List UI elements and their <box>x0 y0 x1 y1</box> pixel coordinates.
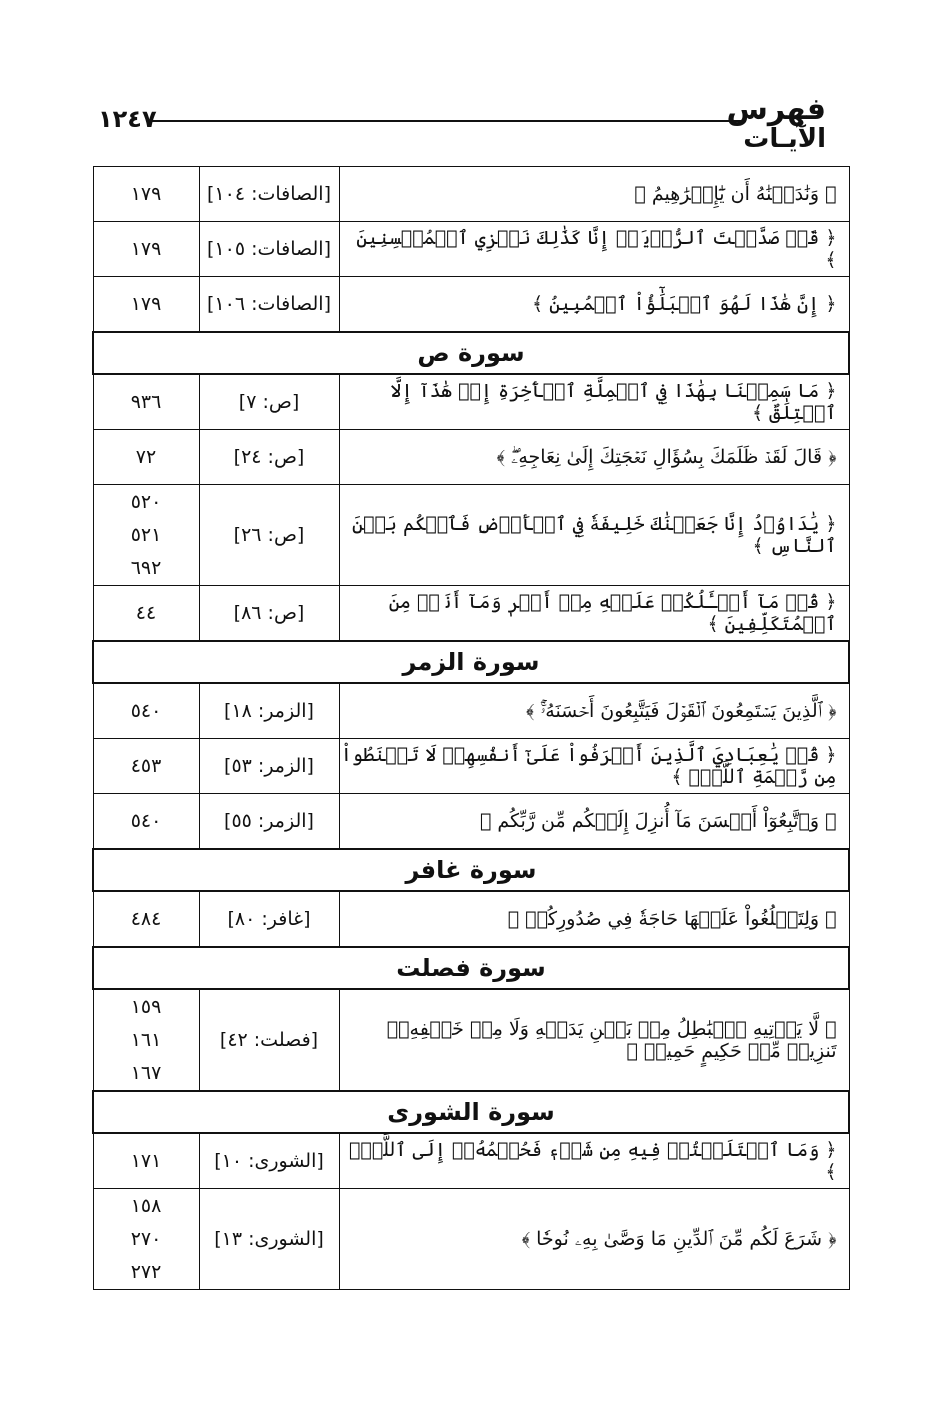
table-row <box>93 1189 849 1290</box>
ayah-reference: [الشورى: ١٣] <box>199 1189 339 1290</box>
table-row <box>93 430 849 485</box>
surah-title: سورة غافر <box>93 849 849 891</box>
page-references <box>93 891 199 947</box>
surah-header-row <box>93 849 849 891</box>
ayah-text: ﴿ لَّا يَأۡتِيهِ ٱلۡبَٰطِلُ مِنۢ بَيۡنِ يَدَيۡهِ وَلَا مِنۡ خَلۡفِهِۦۖ تَنزِيلٞ مِّنۡ حَكِيمٍ حَمِيدٖ ﴾ <box>339 989 849 1091</box>
ayat-index-table <box>92 166 850 1290</box>
page-references <box>93 485 199 586</box>
ayah-text: ﴿ وَنَٰدَيۡنَٰهُ أَن يَٰٓإِبۡرَٰهِيمُ ﴾ <box>339 167 849 222</box>
page-references <box>93 222 199 277</box>
ayah-reference: [الزمر: ٥٥] <box>199 794 339 850</box>
page-number-ref: ٦٩٢ <box>130 556 162 579</box>
ayah-text: ﴿ قَالَ لَقَدۡ ظَلَمَكَ بِسُؤَالِ نَعۡجَتِكَ إِلَىٰ نِعَاجِهِۦۖ ﴾ <box>339 430 849 485</box>
page-references <box>93 277 199 333</box>
page-number-ref: ١٧٩ <box>130 292 162 315</box>
ayah-reference: [الزمر: ١٨] <box>199 683 339 739</box>
page-number-ref: ١٦١ <box>130 1028 162 1051</box>
ayah-text: ﴿ مَا سَمِعۡنَا بِهَٰذَا فِي ٱلۡمِلَّةِ ٱلۡأٓخِرَةِ إِنۡ هَٰذَآ إِلَّا ٱخۡتِلَٰقٌ ﴾ <box>339 374 849 430</box>
surah-title: سورة الشورى <box>93 1091 849 1133</box>
page-number-ref: ٥٢١ <box>130 523 162 546</box>
ayah-reference: [الصافات: ١٠٦] <box>199 277 339 333</box>
page-number-ref: ١٦٧ <box>130 1061 162 1084</box>
page-number-ref: ٢٧٢ <box>130 1260 162 1283</box>
page-number-ref: ١٧١ <box>130 1149 162 1172</box>
page-title: فهرس <box>726 92 826 127</box>
page-header <box>0 0 938 160</box>
table-row <box>93 794 849 850</box>
page-references <box>93 683 199 739</box>
table-row <box>93 222 849 277</box>
page-subtitle: الآيـات <box>743 124 826 154</box>
ayah-reference: [ص: ٢٦] <box>199 485 339 586</box>
ayah-text: ﴿ وَٱتَّبِعُوٓاْ أَحۡسَنَ مَآ أُنزِلَ إِلَيۡكُم مِّن رَّبِّكُم ﴾ <box>339 794 849 850</box>
surah-title: سورة ص <box>93 332 849 374</box>
table-row <box>93 277 849 333</box>
ayah-text: ﴿ وَلِتَبۡلُغُواْ عَلَيۡهَا حَاجَةٗ فِي صُدُورِكُمۡ ﴾ <box>339 891 849 947</box>
ayah-reference: [غافر: ٨٠] <box>199 891 339 947</box>
page-number-ref: ٧٢ <box>135 445 157 468</box>
page-number-ref: ١٥٨ <box>130 1194 162 1217</box>
page-number-ref: ٤٥٣ <box>130 754 162 777</box>
page-references <box>93 374 199 430</box>
page-number: ١٢٤٧ <box>98 105 157 133</box>
page-references <box>93 989 199 1091</box>
surah-title: سورة الزمر <box>93 641 849 683</box>
page-references <box>93 1189 199 1290</box>
page-number-ref: ٤٨٤ <box>130 907 162 930</box>
table-row <box>93 1133 849 1189</box>
header-rule <box>148 120 744 122</box>
ayah-text: ﴿ قُلۡ مَآ أَسۡـَٔلُكُمۡ عَلَيۡهِ مِنۡ أَجۡرٖ وَمَآ أَنَا۠ مِنَ ٱلۡمُتَكَلِّفِينَ ﴾ <box>339 586 849 642</box>
ayah-text: ﴿ شَرَعَ لَكُم مِّنَ ٱلدِّينِ مَا وَصَّىٰ بِهِۦ نُوحٗا ﴾ <box>339 1189 849 1290</box>
page-number-ref: ٥٢٠ <box>130 490 162 513</box>
ayah-text: ﴿ قُلۡ يَٰعِبَادِيَ ٱلَّذِينَ أَسۡرَفُواْ عَلَىٰٓ أَنفُسِهِمۡ لَا تَقۡنَطُواْ مِن رَّحۡمَةِ ٱللَّهِۚ ﴾ <box>339 739 849 794</box>
page-number-ref: ١٧٩ <box>130 182 162 205</box>
ayah-text: ﴿ يَٰدَاوُۥدُ إِنَّا جَعَلۡنَٰكَ خَلِيفَةٗ فِي ٱلۡأَرۡضِ فَٱحۡكُم بَيۡنَ ٱلنَّاسِ ﴾ <box>339 485 849 586</box>
page-references <box>93 586 199 642</box>
ayah-text: ﴿ ٱلَّذِينَ يَسۡتَمِعُونَ ٱلۡقَوۡلَ فَيَتَّبِعُونَ أَحۡسَنَهُۥٓۚ ﴾ <box>339 683 849 739</box>
surah-title: سورة فصلت <box>93 947 849 989</box>
page-references <box>93 1133 199 1189</box>
ayah-reference: [الصافات: ١٠٤] <box>199 167 339 222</box>
page-number-ref: ١٥٩ <box>130 995 162 1018</box>
table-row <box>93 167 849 222</box>
ayah-reference: [ص: ٧] <box>199 374 339 430</box>
ayah-text: ﴿ قَدۡ صَدَّقۡتَ ٱلرُّءۡيَآۚ إِنَّا كَذَٰلِكَ نَجۡزِي ٱلۡمُحۡسِنِينَ ﴾ <box>339 222 849 277</box>
ayah-reference: [ص: ٨٦] <box>199 586 339 642</box>
ayah-reference: [الزمر: ٥٣] <box>199 739 339 794</box>
ayah-text: ﴿ وَمَا ٱخۡتَلَفۡتُمۡ فِيهِ مِن شَيۡءٖ فَحُكۡمُهُۥٓ إِلَى ٱللَّهِۚ ﴾ <box>339 1133 849 1189</box>
page-number-ref: ٥٤٠ <box>130 699 162 722</box>
table-row <box>93 891 849 947</box>
page-references <box>93 739 199 794</box>
table-row <box>93 586 849 642</box>
page-number-ref: ٩٣٦ <box>130 390 162 413</box>
table-row <box>93 989 849 1091</box>
ayah-reference: [فصلت: ٤٢] <box>199 989 339 1091</box>
page-number-ref: ١٧٩ <box>130 237 162 260</box>
table-row <box>93 683 849 739</box>
ayah-text: ﴿ إِنَّ هَٰذَا لَهُوَ ٱلۡبَلَٰٓؤُاْ ٱلۡمُبِينُ ﴾ <box>339 277 849 333</box>
table-row <box>93 739 849 794</box>
page-references <box>93 430 199 485</box>
surah-header-row <box>93 947 849 989</box>
table-row <box>93 485 849 586</box>
table-row <box>93 374 849 430</box>
page-number-ref: ٥٤٠ <box>130 809 162 832</box>
page-number-ref: ٢٧٠ <box>130 1227 162 1250</box>
page-references <box>93 794 199 850</box>
ayah-reference: [الصافات: ١٠٥] <box>199 222 339 277</box>
ayah-reference: [ص: ٢٤] <box>199 430 339 485</box>
page-number-ref: ٤٤ <box>135 601 157 624</box>
surah-header-row <box>93 641 849 683</box>
surah-header-row <box>93 332 849 374</box>
page-references <box>93 167 199 222</box>
ayah-reference: [الشورى: ١٠] <box>199 1133 339 1189</box>
surah-header-row <box>93 1091 849 1133</box>
